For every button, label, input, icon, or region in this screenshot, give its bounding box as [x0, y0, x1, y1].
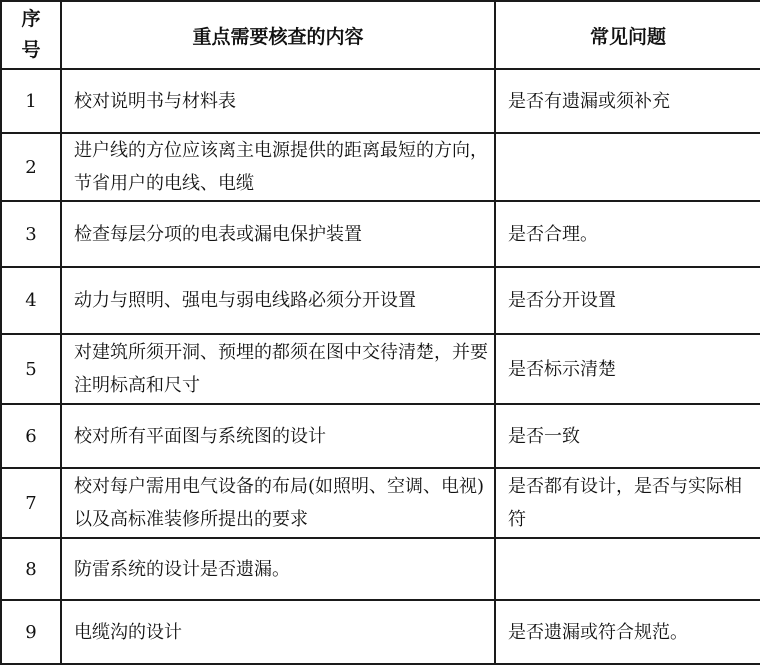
row-check-item: 电缆沟的设计	[61, 600, 495, 664]
table-row	[1, 468, 760, 538]
table-body	[1, 69, 760, 664]
row-check-item: 检查每层分项的电表或漏电保护装置	[61, 201, 495, 267]
header-row	[1, 1, 760, 69]
row-check-item: 防雷系统的设计是否遗漏。	[61, 538, 495, 600]
table-row	[1, 538, 760, 600]
table-row	[1, 404, 760, 468]
row-common-issue: 是否分开设置	[495, 267, 760, 334]
header-serial-line1: 序	[21, 8, 41, 30]
header-check-item: 重点需要核查的内容	[61, 1, 495, 69]
row-common-issue: 是否有遗漏或须补充	[495, 69, 760, 133]
row-number: 3	[1, 201, 61, 267]
table-row	[1, 69, 760, 133]
row-number: 5	[1, 334, 61, 404]
header-common-issue: 常见问题	[495, 1, 760, 69]
row-number: 4	[1, 267, 61, 334]
header-serial-line2: 号	[21, 39, 41, 61]
row-common-issue: 是否标示清楚	[495, 334, 760, 404]
row-number: 9	[1, 600, 61, 664]
table-row	[1, 201, 760, 267]
row-number: 6	[1, 404, 61, 468]
table-row	[1, 133, 760, 201]
row-number: 1	[1, 69, 61, 133]
row-number: 7	[1, 468, 61, 538]
row-check-item: 对建筑所须开洞、预埋的都须在图中交待清楚，并要注明标高和尺寸	[61, 334, 495, 404]
table-row	[1, 267, 760, 334]
row-common-issue: 是否合理。	[495, 201, 760, 267]
row-check-item: 进户线的方位应该离主电源提供的距离最短的方向，节省用户的电线、电缆	[61, 133, 495, 201]
table-header	[1, 1, 760, 69]
row-check-item: 动力与照明、强电与弱电线路必须分开设置	[61, 267, 495, 334]
row-common-issue	[495, 538, 760, 600]
row-common-issue: 是否都有设计，是否与实际相符	[495, 468, 760, 538]
table-row	[1, 600, 760, 664]
table-row	[1, 334, 760, 404]
row-common-issue: 是否一致	[495, 404, 760, 468]
header-serial-number	[1, 1, 61, 69]
row-number: 2	[1, 133, 61, 201]
row-number: 8	[1, 538, 61, 600]
row-common-issue	[495, 133, 760, 201]
row-common-issue: 是否遗漏或符合规范。	[495, 600, 760, 664]
row-check-item: 校对每户需用电气设备的布局(如照明、空调、电视)以及高标准装修所提出的要求	[61, 468, 495, 538]
row-check-item: 校对说明书与材料表	[61, 69, 495, 133]
row-check-item: 校对所有平面图与系统图的设计	[61, 404, 495, 468]
